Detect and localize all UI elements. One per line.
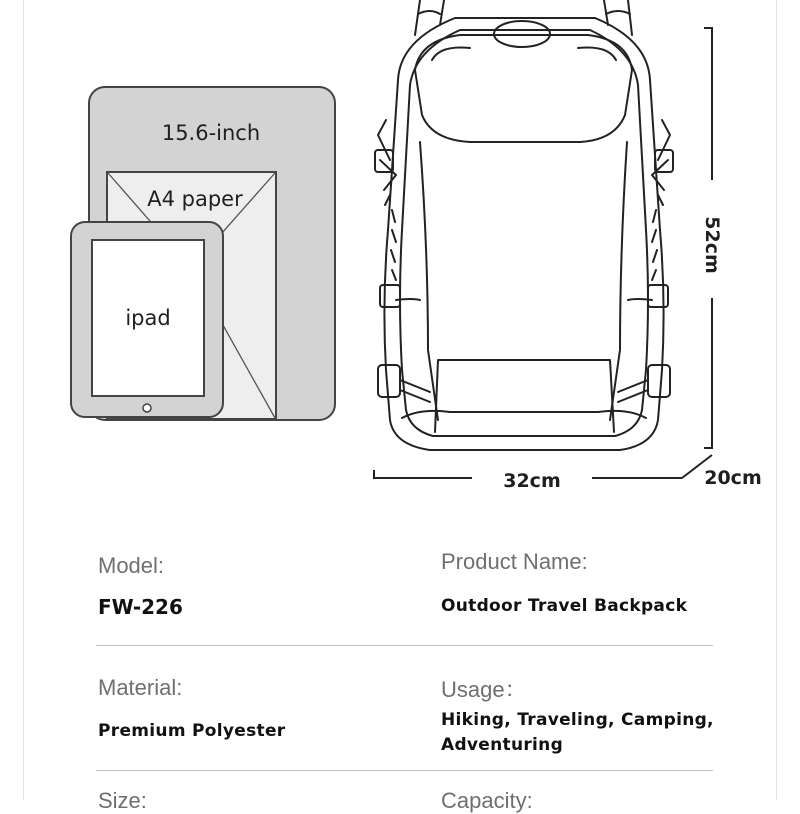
width-dimension-label: 32cm: [503, 470, 561, 492]
size-label: Size:: [98, 788, 147, 813]
depth-dimension-label: 20cm: [704, 467, 762, 489]
product-name-label: Product Name:: [441, 549, 588, 574]
capacity-label: Capacity:: [441, 788, 533, 813]
usage-value-line2: Adventuring: [441, 735, 564, 755]
material-value: Premium Polyester: [98, 721, 286, 741]
product-name-value: Outdoor Travel Backpack: [441, 596, 688, 616]
spec-divider-2: [96, 770, 713, 771]
material-label: Material:: [98, 675, 183, 700]
spec-divider-1: [96, 645, 713, 646]
usage-label: Usage：: [441, 677, 527, 702]
model-value: FW-226: [98, 595, 183, 619]
ipad-home-button: [143, 404, 151, 412]
ipad-label: ipad: [125, 306, 171, 330]
model-label: Model:: [98, 553, 165, 578]
usage-value-line1: Hiking, Traveling, Camping,: [441, 710, 714, 730]
height-dimension-label: 52cm: [701, 216, 723, 274]
a4-paper-label: A4 paper: [147, 187, 243, 211]
laptop-size-label: 15.6-inch: [161, 121, 261, 145]
backpack-drawing: [375, 0, 673, 450]
